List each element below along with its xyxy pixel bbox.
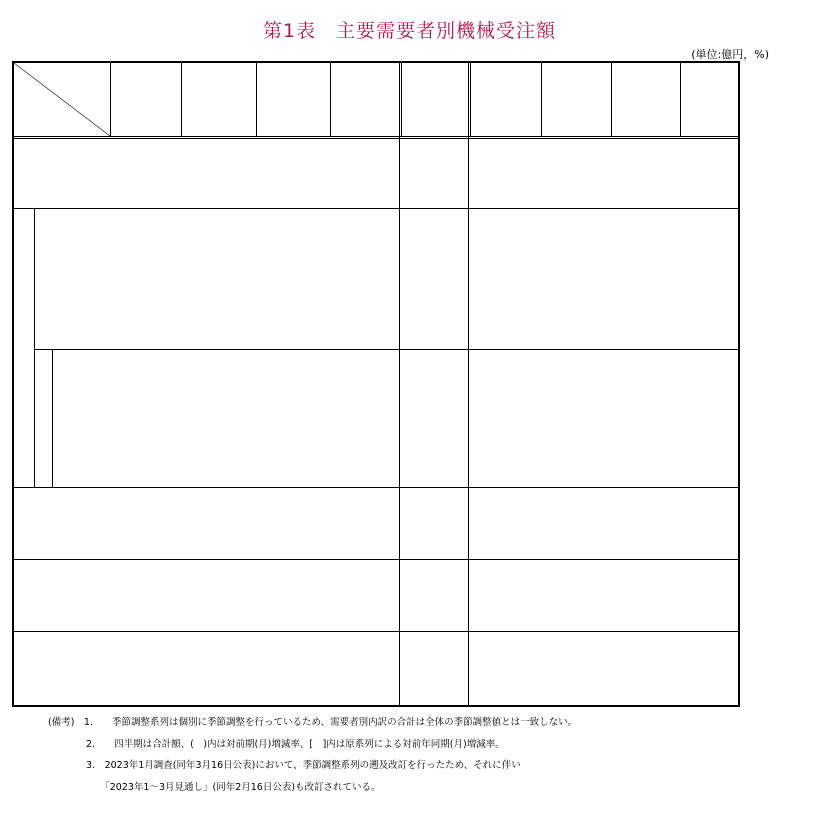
row-divider xyxy=(34,349,738,350)
orders-table xyxy=(12,61,740,707)
column-divider xyxy=(541,63,542,136)
notes xyxy=(48,712,577,798)
note-line: (備考) 1. 季節調整系列は個別に季節調整を行っているため、需要者別内訳の合計は全体の季節調整値とは一致しない。 xyxy=(48,717,578,728)
column-divider xyxy=(468,63,469,707)
column-divider xyxy=(330,63,331,136)
table-title: 第1表 主要需要者別機械受注額 xyxy=(262,20,557,42)
column-divider xyxy=(680,63,681,136)
column-divider xyxy=(401,63,402,136)
unit-label: (単位:億円，%) xyxy=(691,48,769,61)
group-divider xyxy=(52,349,53,487)
row-divider xyxy=(14,559,738,560)
note-line: 3. 2023年1月調査(同年3月16日公表)において、季節調整系列の遡及改訂を行ったため、それに伴い xyxy=(48,760,521,771)
column-divider xyxy=(181,63,182,136)
column-divider xyxy=(611,63,612,136)
row-divider xyxy=(14,487,738,488)
column-divider xyxy=(256,63,257,136)
column-divider xyxy=(470,63,471,136)
corner-diagonal xyxy=(14,63,110,136)
header-divider xyxy=(14,136,738,139)
row-divider xyxy=(14,631,738,632)
column-divider xyxy=(110,63,111,136)
column-divider xyxy=(399,63,400,707)
note-line: 2. 四半期は合計額、( )内は対前期(月)増減率、[ ]内は原系列による対前年同期(月)増減率。 xyxy=(48,738,505,750)
group-divider xyxy=(34,208,35,487)
note-line: 「2023年1～3月見通し」(同年2月16日公表)も改訂されている。 xyxy=(48,781,381,793)
row-divider xyxy=(14,208,738,209)
